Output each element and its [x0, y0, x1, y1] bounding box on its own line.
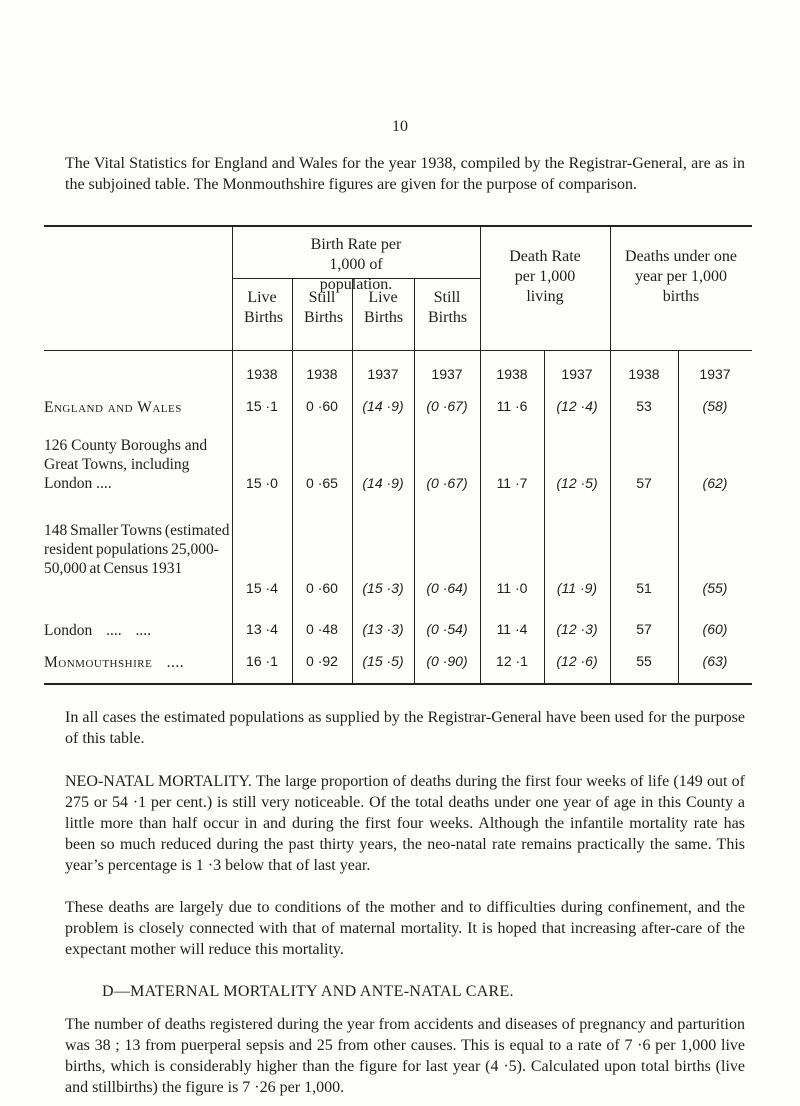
table-cell: (58) — [702, 398, 728, 414]
header-bottom-rule — [44, 350, 752, 351]
year-header: 1938 — [496, 366, 528, 382]
after-care-paragraph: These deaths are largely due to conditions of the mother and to difficulties during confinement, and the problem is closely connected with that of maternal mortality. It is hoped that increasing after-care of the expectant mother will reduce this mortality. — [65, 899, 745, 958]
table-cell: 11 ·6 — [496, 398, 528, 414]
table-cell: (15 ·5) — [362, 653, 404, 669]
death-rate-header: Death Rate per 1,000 living — [509, 248, 581, 305]
table-cell: 51 — [636, 580, 652, 596]
table-cell: 15 ·0 — [246, 475, 278, 491]
year-header: 1938 — [628, 366, 660, 382]
table-cell: 53 — [636, 398, 652, 414]
table-cell: (12 ·5) — [556, 475, 598, 491]
intro-paragraph: The Vital Statistics for England and Wales for the year 1938, compiled by the Registrar-General, are as in the subjoined table. The Monmouthshire figures are given for the purpose of comparison. — [65, 155, 745, 193]
table-cell: 12 ·1 — [496, 653, 528, 669]
table-cell: (12 ·4) — [556, 398, 598, 414]
row-label-london: London .... .... — [44, 622, 151, 639]
table-cell: 16 ·1 — [246, 653, 278, 669]
neo-natal-mortality-paragraph: NEO-NATAL MORTALITY. The large proportion of deaths during the first four weeks of life (149 out of 275 or 54 ·1 per cent.) is still very noticeable. Of the total deaths under one year of age in this County a little more than half occur in and during the first four weeks. Although the infantile mortality rate has been so much reduced during the past thirty years, the neo-natal rate remains practically the same. This year’s percentage is 1 ·3 below that of last year. — [65, 773, 745, 874]
still-births-header: Still Births — [428, 289, 468, 326]
year-header: 1937 — [367, 366, 399, 382]
vital-statistics-table — [0, 225, 800, 685]
year-header: 1937 — [699, 366, 731, 382]
birth-rate-header: Birth Rate per 1,000 of population. — [310, 236, 402, 293]
table-cell: (0 ·54) — [426, 621, 468, 637]
table-bottom-rule — [44, 683, 752, 685]
table-cell: (0 ·67) — [426, 475, 468, 491]
year-header: 1937 — [431, 366, 463, 382]
table-cell: 15 ·4 — [246, 580, 278, 596]
section-heading: D—MATERNAL MORTALITY AND ANTE-NATAL CARE. — [102, 983, 514, 1000]
table-cell: (11 ·9) — [556, 580, 598, 596]
table-cell: 0 ·65 — [306, 475, 338, 491]
row-label-monmouthshire: Monmouthshire .... — [44, 654, 185, 671]
table-cell: (0 ·64) — [426, 580, 468, 596]
table-cell: 11 ·0 — [496, 580, 528, 596]
table-cell: 55 — [636, 653, 652, 669]
table-cell: 0 ·92 — [306, 653, 338, 669]
table-cell: 0 ·48 — [306, 621, 338, 637]
table-cell: (0 ·90) — [426, 653, 468, 669]
table-top-rule — [44, 225, 752, 227]
row-label-county-boroughs: 126 County Boroughs and Great Towns, including London .... — [44, 437, 208, 492]
table-cell: 15 ·1 — [246, 398, 278, 414]
page-number: 10 — [392, 118, 408, 135]
table-cell: (12 ·6) — [556, 653, 598, 669]
table-cell: (14 ·9) — [362, 398, 404, 414]
table-cell: 13 ·4 — [246, 621, 278, 637]
live-births-header: Live Births — [364, 289, 404, 326]
table-cell: 0 ·60 — [306, 580, 338, 596]
year-header: 1938 — [246, 366, 278, 382]
year-header: 1937 — [561, 366, 593, 382]
table-cell: (15 ·3) — [362, 580, 404, 596]
table-cell: 0 ·60 — [306, 398, 338, 414]
live-births-header: Live Births — [244, 289, 284, 326]
table-cell: (0 ·67) — [426, 398, 468, 414]
table-cell: (14 ·9) — [362, 475, 404, 491]
table-cell: (13 ·3) — [362, 621, 404, 637]
table-cell: 57 — [636, 621, 652, 637]
row-label-smaller-towns: 148 Smaller Towns (estimated resident populations 25,000-50,000 at Census 1931 — [44, 522, 230, 577]
year-header: 1938 — [306, 366, 338, 382]
table-cell: 57 — [636, 475, 652, 491]
table-cell: (55) — [702, 580, 728, 596]
population-note-paragraph: In all cases the estimated populations as supplied by the Registrar-General have been used for the purpose of this table. — [65, 709, 745, 747]
row-label-england-and-wales: England and Wales — [44, 399, 182, 416]
deaths-under-one-header: Deaths under one year per 1,000 births — [625, 248, 737, 305]
table-cell: 11 ·4 — [496, 621, 528, 637]
table-cell: (12 ·3) — [556, 621, 598, 637]
table-cell: 11 ·7 — [496, 475, 528, 491]
maternal-mortality-paragraph: The number of deaths registered during the year from accidents and diseases of pregnancy and parturition was 38 ; 13 from puerperal sepsis and 25 from other causes. This is equal to a rate of 7 ·6 per 1,000 live births, which is considerably higher than the figure for last year (4 ·5). Calculated upon total births (live and stillbirths) the figure is 7 ·26 per 1,000. — [65, 1016, 745, 1096]
table-cell: (60) — [702, 621, 728, 637]
table-cell: (63) — [702, 653, 728, 669]
table-cell: (62) — [702, 475, 728, 491]
still-births-header: Still Births — [304, 289, 344, 326]
